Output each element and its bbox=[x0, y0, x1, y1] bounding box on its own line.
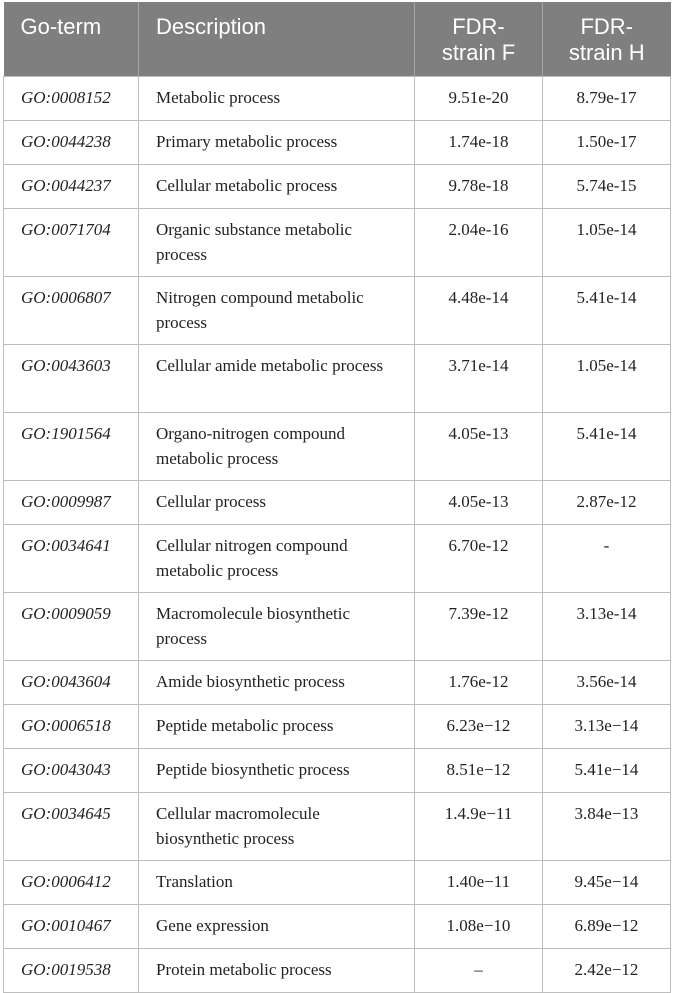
table-row bbox=[4, 413, 671, 481]
go-term-cell: GO:0006412 bbox=[4, 861, 139, 905]
fdr-strain-h-cell: 1.50e-17 bbox=[543, 121, 671, 165]
fdr-strain-h-cell: 2.87e-12 bbox=[543, 481, 671, 525]
table-row bbox=[4, 905, 671, 949]
fdr-strain-h-cell: 1.05e-14 bbox=[543, 345, 671, 413]
go-term-cell: GO:0043043 bbox=[4, 749, 139, 793]
header-fdr-strain-h: FDR- strain H bbox=[543, 2, 671, 77]
fdr-strain-f-cell: 2.04e-16 bbox=[415, 209, 543, 277]
fdr-strain-h-cell: 5.41e-14 bbox=[543, 413, 671, 481]
table-body bbox=[4, 77, 671, 993]
fdr-strain-f-cell: 4.05e-13 bbox=[415, 481, 543, 525]
description-cell: Primary metabolic process bbox=[139, 121, 415, 165]
header-fdr-strain-f: FDR- strain F bbox=[415, 2, 543, 77]
fdr-strain-f-cell: 9.78e-18 bbox=[415, 165, 543, 209]
go-term-cell: GO:0009987 bbox=[4, 481, 139, 525]
fdr-strain-f-cell: 4.05e-13 bbox=[415, 413, 543, 481]
fdr-strain-f-cell: 4.48e-14 bbox=[415, 277, 543, 345]
table-row bbox=[4, 165, 671, 209]
table-row bbox=[4, 481, 671, 525]
table-header-row bbox=[4, 2, 671, 77]
go-term-cell: GO:1901564 bbox=[4, 413, 139, 481]
fdr-strain-h-cell: 3.13e-14 bbox=[543, 593, 671, 661]
go-term-cell: GO:0019538 bbox=[4, 949, 139, 993]
table-row bbox=[4, 861, 671, 905]
header-description: Description bbox=[139, 2, 415, 77]
table-row bbox=[4, 277, 671, 345]
fdr-strain-f-cell: 8.51e−12 bbox=[415, 749, 543, 793]
description-cell: Translation bbox=[139, 861, 415, 905]
fdr-strain-f-cell: 1.4.9e−11 bbox=[415, 793, 543, 861]
fdr-strain-h-cell: 3.13e−14 bbox=[543, 705, 671, 749]
fdr-strain-h-cell: 1.05e-14 bbox=[543, 209, 671, 277]
fdr-strain-f-cell: 7.39e-12 bbox=[415, 593, 543, 661]
fdr-strain-f-cell: – bbox=[415, 949, 543, 993]
fdr-strain-f-cell: 6.70e-12 bbox=[415, 525, 543, 593]
description-cell: Cellular process bbox=[139, 481, 415, 525]
fdr-strain-f-cell: 9.51e-20 bbox=[415, 77, 543, 121]
description-cell: Metabolic process bbox=[139, 77, 415, 121]
fdr-strain-h-cell: 2.42e−12 bbox=[543, 949, 671, 993]
table-row bbox=[4, 121, 671, 165]
fdr-strain-f-cell: 3.71e-14 bbox=[415, 345, 543, 413]
go-term-cell: GO:0006518 bbox=[4, 705, 139, 749]
table-row bbox=[4, 593, 671, 661]
go-term-cell: GO:0071704 bbox=[4, 209, 139, 277]
description-cell: Cellular amide metabolic process bbox=[139, 345, 415, 413]
description-cell: Macromolecule biosynthetic process bbox=[139, 593, 415, 661]
go-term-cell: GO:0010467 bbox=[4, 905, 139, 949]
table-row bbox=[4, 525, 671, 593]
fdr-strain-f-cell: 1.08e−10 bbox=[415, 905, 543, 949]
fdr-strain-h-cell: 6.89e−12 bbox=[543, 905, 671, 949]
description-cell: Cellular metabolic process bbox=[139, 165, 415, 209]
fdr-strain-f-cell: 1.76e-12 bbox=[415, 661, 543, 705]
fdr-strain-h-cell: 5.41e−14 bbox=[543, 749, 671, 793]
fdr-strain-f-cell: 1.40e−11 bbox=[415, 861, 543, 905]
fdr-strain-f-cell: 1.74e-18 bbox=[415, 121, 543, 165]
description-cell: Organo-nitrogen compound metabolic process bbox=[139, 413, 415, 481]
fdr-strain-h-cell: 5.41e-14 bbox=[543, 277, 671, 345]
table-row bbox=[4, 949, 671, 993]
table-row bbox=[4, 661, 671, 705]
description-cell: Nitrogen compound metabolic process bbox=[139, 277, 415, 345]
go-term-cell: GO:0043603 bbox=[4, 345, 139, 413]
description-cell: Cellular macromolecule biosynthetic process bbox=[139, 793, 415, 861]
go-term-cell: GO:0006807 bbox=[4, 277, 139, 345]
description-cell: Cellular nitrogen compound metabolic process bbox=[139, 525, 415, 593]
go-term-cell: GO:0043604 bbox=[4, 661, 139, 705]
go-term-cell: GO:0008152 bbox=[4, 77, 139, 121]
fdr-strain-f-cell: 6.23e−12 bbox=[415, 705, 543, 749]
description-cell: Peptide metabolic process bbox=[139, 705, 415, 749]
go-term-cell: GO:0034641 bbox=[4, 525, 139, 593]
fdr-strain-h-cell: 3.84e−13 bbox=[543, 793, 671, 861]
table-row bbox=[4, 209, 671, 277]
table-row bbox=[4, 793, 671, 861]
fdr-strain-h-cell: - bbox=[543, 525, 671, 593]
go-term-cell: GO:0044237 bbox=[4, 165, 139, 209]
description-cell: Protein metabolic process bbox=[139, 949, 415, 993]
description-cell: Amide biosynthetic process bbox=[139, 661, 415, 705]
go-term-table bbox=[3, 2, 671, 993]
table-row bbox=[4, 345, 671, 413]
go-term-cell: GO:0034645 bbox=[4, 793, 139, 861]
fdr-strain-h-cell: 9.45e−14 bbox=[543, 861, 671, 905]
table-row bbox=[4, 77, 671, 121]
fdr-strain-h-cell: 5.74e-15 bbox=[543, 165, 671, 209]
fdr-strain-h-cell: 3.56e-14 bbox=[543, 661, 671, 705]
description-cell: Organic substance metabolic process bbox=[139, 209, 415, 277]
go-term-cell: GO:0009059 bbox=[4, 593, 139, 661]
go-term-cell: GO:0044238 bbox=[4, 121, 139, 165]
fdr-strain-h-cell: 8.79e-17 bbox=[543, 77, 671, 121]
table-row bbox=[4, 749, 671, 793]
table-row bbox=[4, 705, 671, 749]
description-cell: Peptide biosynthetic process bbox=[139, 749, 415, 793]
description-cell: Gene expression bbox=[139, 905, 415, 949]
header-go-term: Go-term bbox=[4, 2, 139, 77]
